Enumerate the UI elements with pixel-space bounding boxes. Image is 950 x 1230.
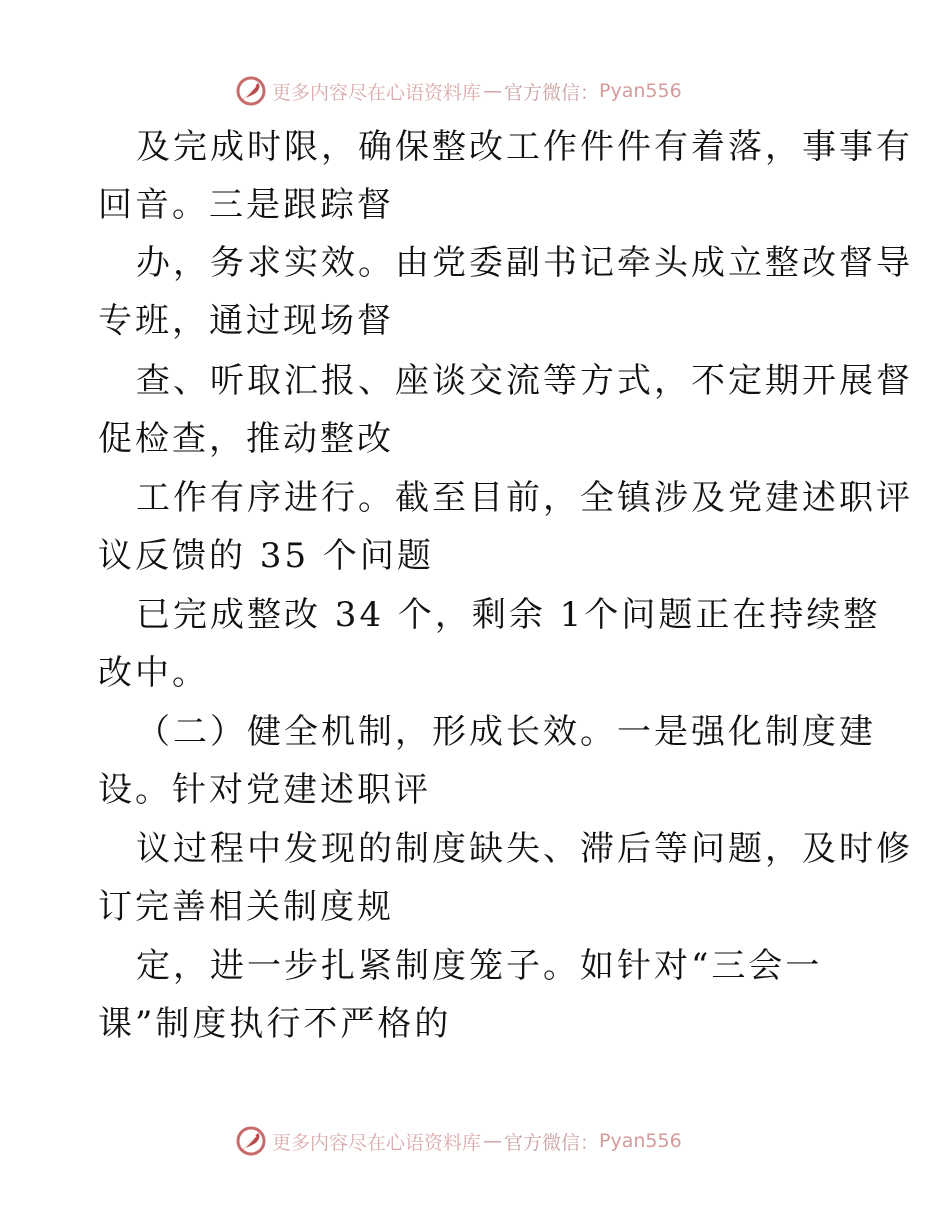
header-watermark: [234, 74, 682, 108]
body-line: 课”制度执行不严格的: [98, 1004, 452, 1044]
watermark-text: 更多内容尽在心语资料库: [272, 81, 482, 104]
body-line: 已完成整改 34 个，剩余 1个问题正在持续整: [136, 595, 881, 635]
body-line: 回音。三是跟踪督: [98, 185, 394, 225]
watermark-text: 更多内容尽在心语资料库: [272, 1131, 482, 1154]
body-line: 专班，通过现场督: [98, 301, 394, 341]
body-line: 促检查，推动整改: [98, 419, 394, 459]
watermark-wechat-label: 官方微信：: [504, 81, 600, 104]
body-line: 及完成时限，确保整改工作件件有着落，事事有: [136, 127, 913, 167]
feather-logo-icon: [234, 1124, 268, 1158]
body-line: 设。针对党建述职评: [98, 770, 431, 810]
body-line: 改中。: [98, 653, 209, 693]
body-line: 办，务求实效。由党委副书记牵头成立整改督导: [136, 243, 913, 283]
watermark-separator: —: [483, 1130, 503, 1152]
watermark-wechat-label: 官方微信：: [504, 1131, 600, 1154]
footer-watermark: [234, 1124, 682, 1158]
body-line: 工作有序进行。截至目前，全镇涉及党建述职评: [136, 478, 913, 518]
body-line: 议过程中发现的制度缺失、滞后等问题，及时修: [136, 829, 913, 869]
body-line: 定，进一步扎紧制度笼子。如针对“三会一: [136, 946, 823, 986]
watermark-separator: —: [483, 80, 503, 102]
body-line: （二）健全机制，形成长效。一是强化制度建: [136, 712, 876, 752]
body-line: 订完善相关制度规: [98, 887, 394, 927]
feather-logo-icon: [234, 74, 268, 108]
watermark-wechat-id: Pyan556: [599, 1130, 682, 1152]
body-line: 查、听取汇报、座谈交流等方式，不定期开展督: [136, 361, 913, 401]
body-line: 议反馈的 35 个问题: [98, 536, 434, 576]
watermark-wechat-id: Pyan556: [599, 80, 682, 102]
